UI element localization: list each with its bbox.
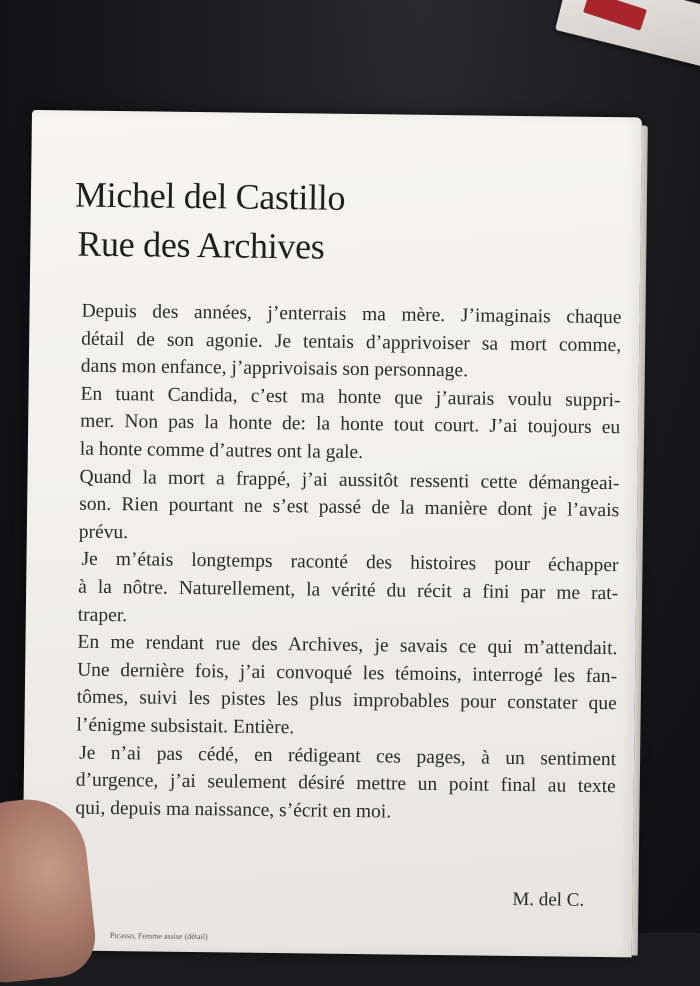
book-back-cover <box>22 110 642 957</box>
blurb-text <box>75 298 621 829</box>
blurb-line: En tuant Candida, c’est ma honte que j’aurais voulu suppri- <box>80 383 621 411</box>
blurb-line: Je n’ai pas cédé, en rédigeant ces pages, à un sentiment <box>79 742 617 770</box>
blurb-line: Je m’étais longtemps raconté des histoires pour échapper <box>81 548 619 577</box>
signature: M. del C. <box>512 888 585 911</box>
blurb-line: la honte comme d’autres ont la gale. <box>79 438 364 464</box>
blurb-line: qui, depuis ma naissance, s’écrit en moi. <box>75 797 392 823</box>
blurb-line: Depuis des années, j’enterrais ma mère. J’imaginais chaque <box>81 300 622 329</box>
blurb-line: son. Rien pourtant ne s’est passé de la manière dont je l’avais <box>79 493 620 522</box>
image-credit: Picasso, Femme assise (détail) <box>109 931 208 942</box>
blurb-line: Une dernière fois, j’ai convoqué les témoins, interrogé les fan- <box>77 659 618 687</box>
blurb-line: l’énigme subsistait. Entière. <box>76 714 295 739</box>
blurb-line: détail de son agonie. Je tentais d’apprivoiser sa mort comme, <box>81 328 622 356</box>
blurb-line: d’urgence, j’ai seulement désiré mettre un point final au texte <box>75 769 616 798</box>
blurb-line: Quand la mort a frappé, j’ai aussitôt ressenti cette démangeai- <box>79 466 620 494</box>
blurb-line: En me rendant rue des Archives, je savais ce qui m’attendait. <box>77 631 618 660</box>
blurb-line: mer. Non pas la honte de: la honte tout court. J’ai toujours eu <box>80 410 621 439</box>
blurb-line: tômes, suivi les pistes les plus improbables pour constater que <box>76 686 617 715</box>
blurb-line: traper. <box>77 604 128 626</box>
blurb-line: dans mon enfance, j’apprivoisais son personnage. <box>80 355 469 382</box>
book-title: Rue des Archives <box>77 223 325 267</box>
blurb-line: à la nôtre. Naturellement, la vérité du récit a fini par me rat- <box>78 576 619 605</box>
blurb-line: prévu. <box>78 521 129 543</box>
book-author: Michel del Castillo <box>74 174 346 218</box>
